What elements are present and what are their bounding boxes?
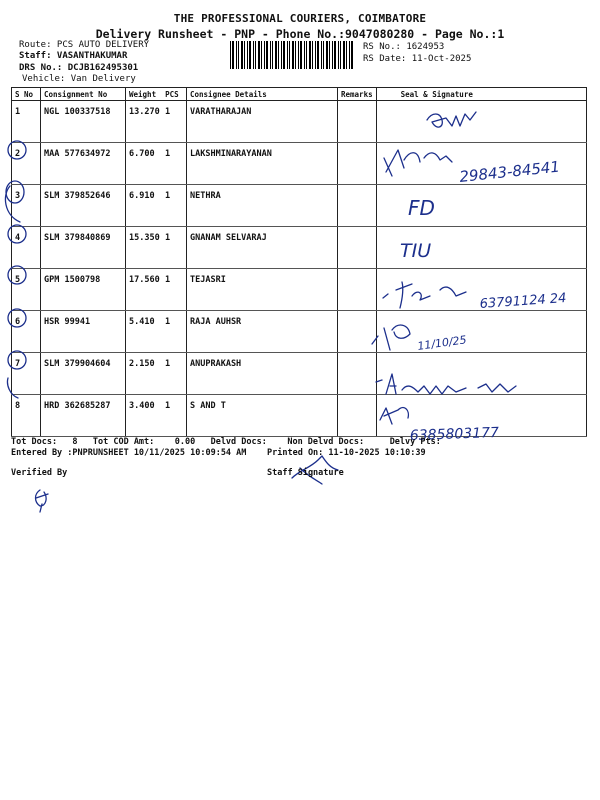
cell-weight: 17.560 xyxy=(129,275,160,285)
company-title: THE PROFESSIONAL COURIERS, COIMBATORE xyxy=(173,12,427,25)
cell-consignment: GPM 1500798 xyxy=(41,269,126,311)
cell-consignment: MAA 577634972 xyxy=(41,143,126,185)
cell-sno: 4 xyxy=(12,227,41,269)
cell-pcs: 1 xyxy=(165,107,171,117)
col-pcs: PCS xyxy=(165,89,179,99)
cell-sno: 8 xyxy=(12,395,41,437)
cell-pcs: 1 xyxy=(165,233,171,243)
cell-consignment: SLM 379840869 xyxy=(41,227,126,269)
vehicle-label: Vehicle: Van Delivery xyxy=(22,74,136,84)
cell-weight: 2.150 xyxy=(129,359,155,369)
verified-by-label: Verified By xyxy=(11,468,68,478)
cell-consignment: NGL 100337518 xyxy=(41,101,126,143)
cell-sno: 7 xyxy=(12,353,41,395)
cell-pcs: 1 xyxy=(165,275,171,285)
cell-sno: 5 xyxy=(12,269,41,311)
hand-phone-row2: 29843-84541 xyxy=(458,157,561,186)
cell-consignee: S AND T xyxy=(187,395,338,437)
hand-mark-row3: FD xyxy=(408,196,435,220)
rs-number: RS No.: 1624953 xyxy=(363,42,445,52)
cell-consignee: TEJASRI xyxy=(187,269,338,311)
cell-consignee: NETHRA xyxy=(187,185,338,227)
cell-consignee: RAJA AUHSR xyxy=(187,311,338,353)
cell-consignment: SLM 379852646 xyxy=(41,185,126,227)
printed-on: Printed On: 11-10-2025 10:10:39 xyxy=(267,448,426,458)
hand-mark-row4: TIU xyxy=(400,240,432,262)
hand-date-row6: 11/10/25 xyxy=(416,333,468,353)
cell-consignee: ANUPRAKASH xyxy=(187,353,338,395)
cell-consignment: SLM 379904604 xyxy=(41,353,126,395)
col-consignment: Consignment No xyxy=(41,88,126,101)
cell-pcs: 1 xyxy=(165,317,171,327)
col-weight: Weight xyxy=(129,89,157,99)
circle-mark xyxy=(8,141,26,159)
runsheet-subtitle: Delivery Runsheet - PNP - Phone No.:9047080280 - Page No.:1 xyxy=(95,27,505,41)
cell-sno: 2 xyxy=(12,143,41,185)
rs-date: RS Date: 11-Oct-2025 xyxy=(363,54,472,64)
cell-pcs: 1 xyxy=(165,149,171,159)
cell-consignment: HRD 362685287 xyxy=(41,395,126,437)
staff-signature-label: Staff Signature xyxy=(267,468,344,478)
cell-sno: 1 xyxy=(12,101,41,143)
cell-weight: 6.910 xyxy=(129,191,155,201)
route-label: Route: PCS AUTO DELIVERY xyxy=(19,40,150,50)
staff-label: Staff: VASANTHAKUMAR xyxy=(19,51,128,61)
col-sno: S No xyxy=(12,88,41,101)
cell-consignee: VARATHARAJAN xyxy=(187,101,338,143)
cell-weight: 6.700 xyxy=(129,149,155,159)
cell-weight: 15.350 xyxy=(129,233,160,243)
cell-pcs: 1 xyxy=(165,401,171,411)
drs-number: DRS No.: DCJB162495301 xyxy=(19,63,139,73)
totals-line: Tot Docs: 8 Tot COD Amt: 0.00 Delvd Docs: Non Delvd Docs: Delvy Pts: xyxy=(11,437,441,447)
hand-phone-row5: 63791124 24 xyxy=(479,290,567,312)
cell-consignee: LAKSHMINARAYANAN xyxy=(187,143,338,185)
col-signature: Seal & Signature xyxy=(376,88,586,101)
entered-by: Entered By :PNPRUNSHEET 10/11/2025 10:09:54 AM xyxy=(11,448,247,458)
cell-weight: 5.410 xyxy=(129,317,155,327)
cell-consignee: GNANAM SELVARAJ xyxy=(187,227,338,269)
cell-consignment: HSR 99941 xyxy=(41,311,126,353)
hand-phone-row8: 6385803177 xyxy=(409,424,500,444)
cell-weight: 13.270 xyxy=(129,107,160,117)
cell-weight: 3.400 xyxy=(129,401,155,411)
cell-pcs: 1 xyxy=(165,191,171,201)
col-remarks: Remarks xyxy=(338,88,377,101)
cell-sno: 3 xyxy=(12,185,41,227)
col-consignee: Consignee Details xyxy=(187,88,338,101)
cell-pcs: 1 xyxy=(165,359,171,369)
cell-sno: 6 xyxy=(12,311,41,353)
